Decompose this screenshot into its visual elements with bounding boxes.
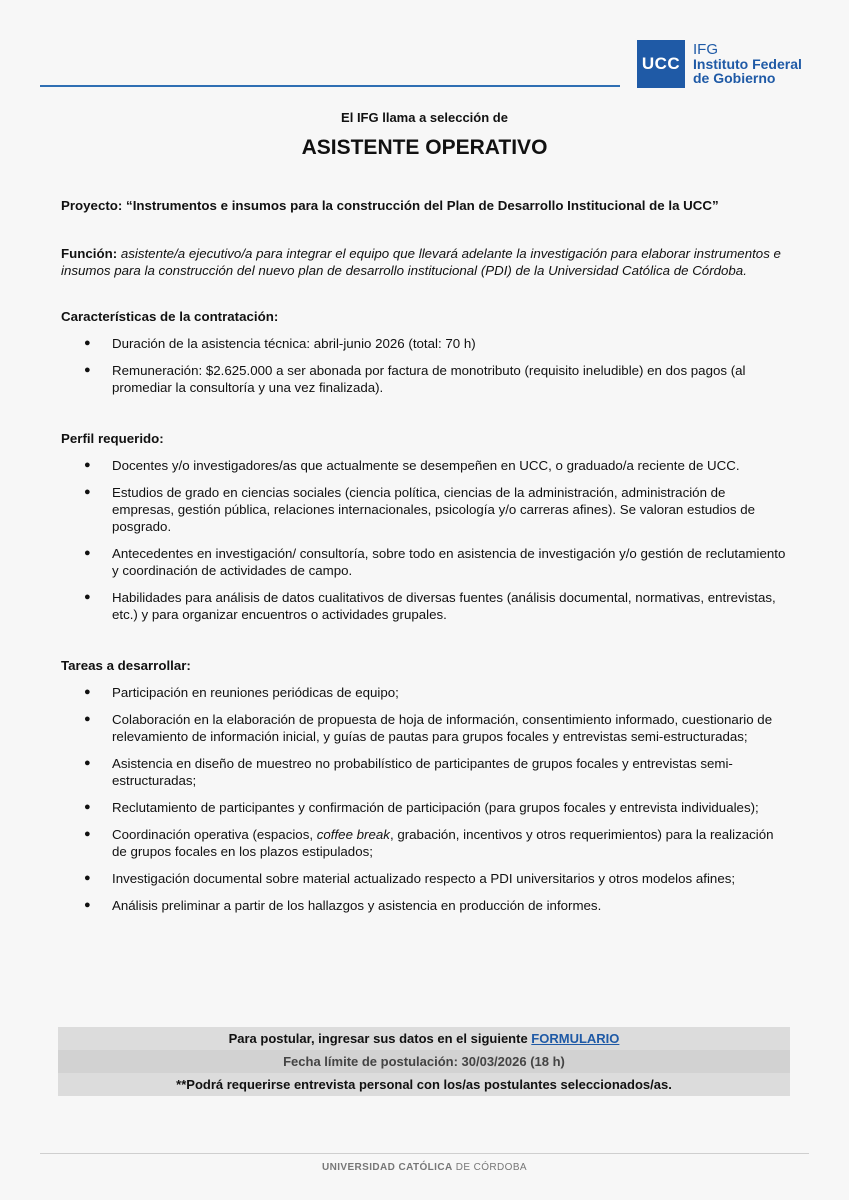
list-item: ● Participación en reuniones periódicas de equipo; bbox=[61, 684, 791, 701]
proyecto-line bbox=[61, 197, 791, 214]
list-item: ● Reclutamiento de participantes y confirmación de participación (para grupos focales y entrevista individuales); bbox=[61, 799, 791, 816]
list-item: ● Investigación documental sobre material actualizado respecto a PDI universitarios y otros modelos afines; bbox=[61, 870, 791, 887]
funcion-paragraph bbox=[61, 245, 791, 279]
university-footer bbox=[0, 1162, 849, 1173]
logo-name-line2: de Gobierno bbox=[693, 70, 776, 86]
list-item: ● Habilidades para análisis de datos cualitativos de diversas fuentes (análisis documental, normativas, entrevistas, etc.) y para organizar encuentros o actividades grupales. bbox=[61, 589, 791, 623]
caracteristicas-list bbox=[61, 335, 791, 396]
document-body bbox=[61, 197, 791, 914]
postular-text: Para postular, ingresar sus datos en el siguiente bbox=[228, 1031, 532, 1046]
application-box bbox=[58, 1027, 790, 1096]
logo-name-line1: Instituto Federal bbox=[693, 56, 802, 72]
perfil-list bbox=[61, 457, 791, 623]
list-item: ● Docentes y/o investigadores/as que actualmente se desempeñen en UCC, o graduado/a reciente de UCC. bbox=[61, 457, 791, 474]
fecha-row: Fecha límite de postulación: 30/03/2026 (18 h) bbox=[58, 1050, 790, 1073]
ifg-logo bbox=[637, 40, 802, 88]
intro-text: El IFG llama a selección de bbox=[341, 110, 508, 125]
list-item: ● Remuneración: $2.625.000 a ser abonada por factura de monotributo (requisito ineludible) en dos pagos (al promediar la consultoría y una vez finalizada). bbox=[61, 362, 791, 396]
list-item: ● Asistencia en diseño de muestreo no probabilístico de participantes de grupos focales y entrevistas semi-estructuradas; bbox=[61, 755, 791, 789]
tareas-list bbox=[61, 684, 791, 914]
logo-acronym: IFG bbox=[693, 41, 718, 58]
university-name-bold: UNIVERSIDAD CATÓLICA bbox=[321, 1162, 453, 1173]
university-name-light: DE CÓRDOBA bbox=[452, 1162, 527, 1173]
funcion-text: asistente/a ejecutivo/a para integrar el equipo que llevará adelante la investigación para elaborar instrumentos e insumos para la construcción del nuevo plan de desarrollo institucional (PDI) de la Universidad Católica de Córdoba. bbox=[61, 246, 781, 278]
nota-row: **Podrá requerirse entrevista personal con los/as postulantes seleccionados/as. bbox=[58, 1073, 790, 1096]
coordinacion-before: Coordinación operativa (espacios, bbox=[112, 827, 317, 842]
footer-divider bbox=[40, 1153, 809, 1154]
tareas-title: Tareas a desarrollar: bbox=[61, 658, 191, 673]
coordinacion-italic: coffee break bbox=[316, 827, 390, 842]
proyecto-text: “Instrumentos e insumos para la construcción del Plan de Desarrollo Institucional de la UCC” bbox=[126, 198, 719, 213]
ucc-logo-mark: UCC bbox=[637, 40, 685, 88]
list-item-coordinacion bbox=[61, 826, 791, 860]
list-item: ● Antecedentes en investigación/ consultoría, sobre todo en asistencia de investigación y/o gestión de reclutamiento y coordinación de actividades de campo. bbox=[61, 545, 791, 579]
list-item: ● Colaboración en la elaboración de propuesta de hoja de información, consentimiento informado, cuestionario de relevamiento de información inicial, y guías de pautas para grupos focales y entrevistas semi-estructuradas; bbox=[61, 711, 791, 745]
list-item: ● Estudios de grado en ciencias sociales (ciencia política, ciencias de la administración, administración de empresas, gestión pública, relaciones internacionales, psicología y/o carreras afines). Se valoran estudios de posgrado. bbox=[61, 484, 791, 535]
perfil-title: Perfil requerido: bbox=[61, 431, 164, 446]
page-title: ASISTENTE OPERATIVO bbox=[301, 136, 548, 159]
list-item: ● Duración de la asistencia técnica: abril-junio 2026 (total: 70 h) bbox=[61, 335, 791, 352]
caracteristicas-title: Características de la contratación: bbox=[61, 309, 279, 324]
proyecto-label: Proyecto: bbox=[61, 198, 123, 213]
coordinacion-after: , grabación, incentivos y otros requerimientos) para la realización de grupos focales en los plazos estipulados; bbox=[112, 827, 774, 859]
funcion-label: Función: bbox=[61, 246, 118, 261]
list-item: ● Análisis preliminar a partir de los hallazgos y asistencia en producción de informes. bbox=[61, 897, 791, 914]
logo-text bbox=[693, 43, 802, 85]
postular-row bbox=[58, 1027, 790, 1050]
formulario-link[interactable]: FORMULARIO bbox=[531, 1031, 620, 1046]
header-divider bbox=[40, 85, 620, 87]
